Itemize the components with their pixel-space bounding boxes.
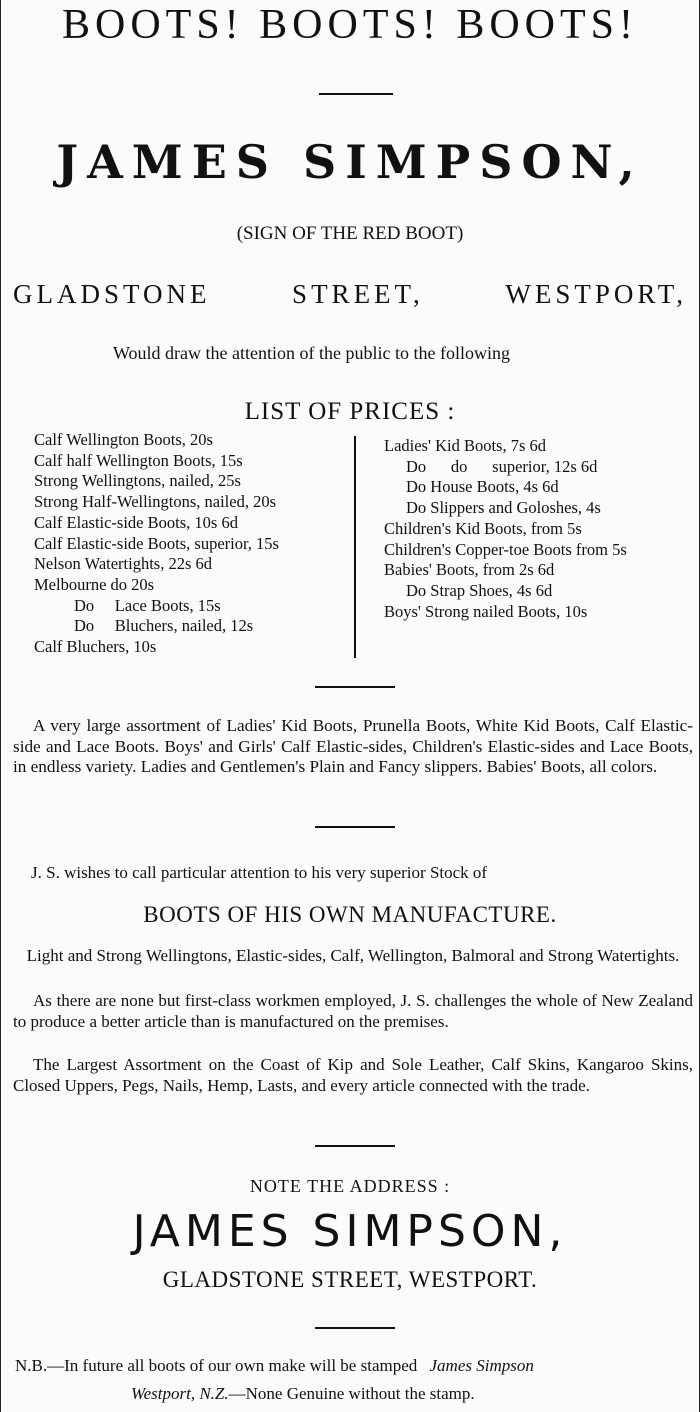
- wellingtons-paragraph: Light and Strong Wellingtons, Elastic-sides, Calf, Wellington, Balmoral and Strong Watertights.: [26, 946, 680, 965]
- headline: BOOTS! BOOTS! BOOTS!: [61, 2, 639, 48]
- list-item: Strong Wellingtons, nailed, 25s: [34, 471, 241, 491]
- merchant-name-footer: JAMES SIMPSON,: [132, 1206, 568, 1257]
- list-item: Calf Wellington Boots, 20s: [34, 430, 213, 449]
- nb-stamp-name: James Simpson: [429, 1356, 534, 1375]
- manufacture-heading: BOOTS OF HIS OWN MANUFACTURE.: [143, 902, 557, 927]
- list-item: Nelson Watertights, 22s 6d: [34, 554, 213, 574]
- footer-street: GLADSTONE STREET, WESTPORT.: [162, 1267, 538, 1292]
- list-item: Calf Bluchers, 10s: [34, 637, 157, 657]
- manufacture-intro: J. S. wishes to call particular attention to his very superior Stock of: [31, 863, 488, 882]
- shop-sign: (SIGN OF THE RED BOOT): [236, 223, 464, 244]
- rule-before-address: [315, 1145, 395, 1147]
- list-item: Strong Half-Wellingtons, nailed, 20s: [34, 492, 277, 512]
- list-item: Do Strap Shoes, 4s 6d: [406, 580, 553, 600]
- list-item: Children's Copper-toe Boots from 5s: [384, 539, 627, 559]
- nb-stamp-place: Westport, N.Z.: [131, 1384, 229, 1403]
- assortment-leather-paragraph: The Largest Assortment on the Coast of Kip and Sole Leather, Calf Skins, Kangaroo Skins, Closed Uppers, Pegs, Nails, Hemp, Lasts, and every article connected with the trade.: [13, 1055, 693, 1095]
- nb-prefix: N.B.—In future all boots of our own make will be stamped: [15, 1356, 418, 1375]
- rule-before-nb: [315, 1327, 395, 1329]
- list-item: Do Bluchers, nailed, 12s: [74, 616, 254, 636]
- list-item: Calf Elastic-side Boots, superior, 15s: [34, 533, 279, 553]
- rule-after-assortment: [315, 826, 395, 828]
- price-column-divider: [354, 436, 356, 658]
- list-item: Do do superior, 12s 6d: [406, 456, 598, 476]
- rule-under-headline: [319, 93, 393, 95]
- workmen-paragraph: As there are none but first-class workmen employed, J. S. challenges the whole of New Zealand to produce a better article than is manufactured on the premises.: [13, 991, 693, 1031]
- merchant-name: JAMES SIMPSON,: [56, 135, 644, 189]
- list-item: Melbourne do 20s: [34, 574, 155, 594]
- list-item: Calf Elastic-side Boots, 10s 6d: [34, 512, 238, 532]
- list-item: Boys' Strong nailed Boots, 10s: [384, 601, 588, 621]
- price-list-left: [34, 430, 279, 658]
- assortment-paragraph: A very large assortment of Ladies' Kid Boots, Prunella Boots, White Kid Boots, Calf Elastic-side and Lace Boots. Boys' and Girls' Calf Elastic-sides, Children's Elastic-sides and Lace Boots, in endless variety. Ladies and Gentlemen's Plain and Fancy slippers. Babies' Boots, all colors.: [13, 716, 693, 776]
- nb-line-2: [131, 1383, 475, 1405]
- list-item: Children's Kid Boots, from 5s: [384, 518, 582, 538]
- note-address-label: NOTE THE ADDRESS :: [249, 1176, 451, 1196]
- list-item: Ladies' Kid Boots, 7s 6d: [384, 436, 547, 455]
- list-item: Do House Boots, 4s 6d: [406, 477, 559, 497]
- nb-suffix: —None Genuine without the stamp.: [228, 1384, 475, 1403]
- price-list-title: LIST OF PRICES :: [244, 398, 456, 425]
- list-item: Calf half Wellington Boots, 15s: [34, 450, 243, 470]
- street-word-1: GLADSTONE: [13, 279, 211, 309]
- street-word-3: WESTPORT,: [505, 279, 687, 309]
- list-item: Do Lace Boots, 15s: [74, 595, 221, 615]
- rule-after-prices: [315, 686, 395, 688]
- price-list-right: [384, 436, 627, 622]
- street-word-2: STREET,: [292, 279, 424, 309]
- attention-line: Would draw the attention of the public to the following: [113, 343, 510, 363]
- nb-line-1: [15, 1355, 534, 1377]
- list-item: Do Slippers and Goloshes, 4s: [406, 498, 601, 518]
- list-item: Babies' Boots, from 2s 6d: [384, 560, 555, 580]
- shop-address: [13, 278, 687, 310]
